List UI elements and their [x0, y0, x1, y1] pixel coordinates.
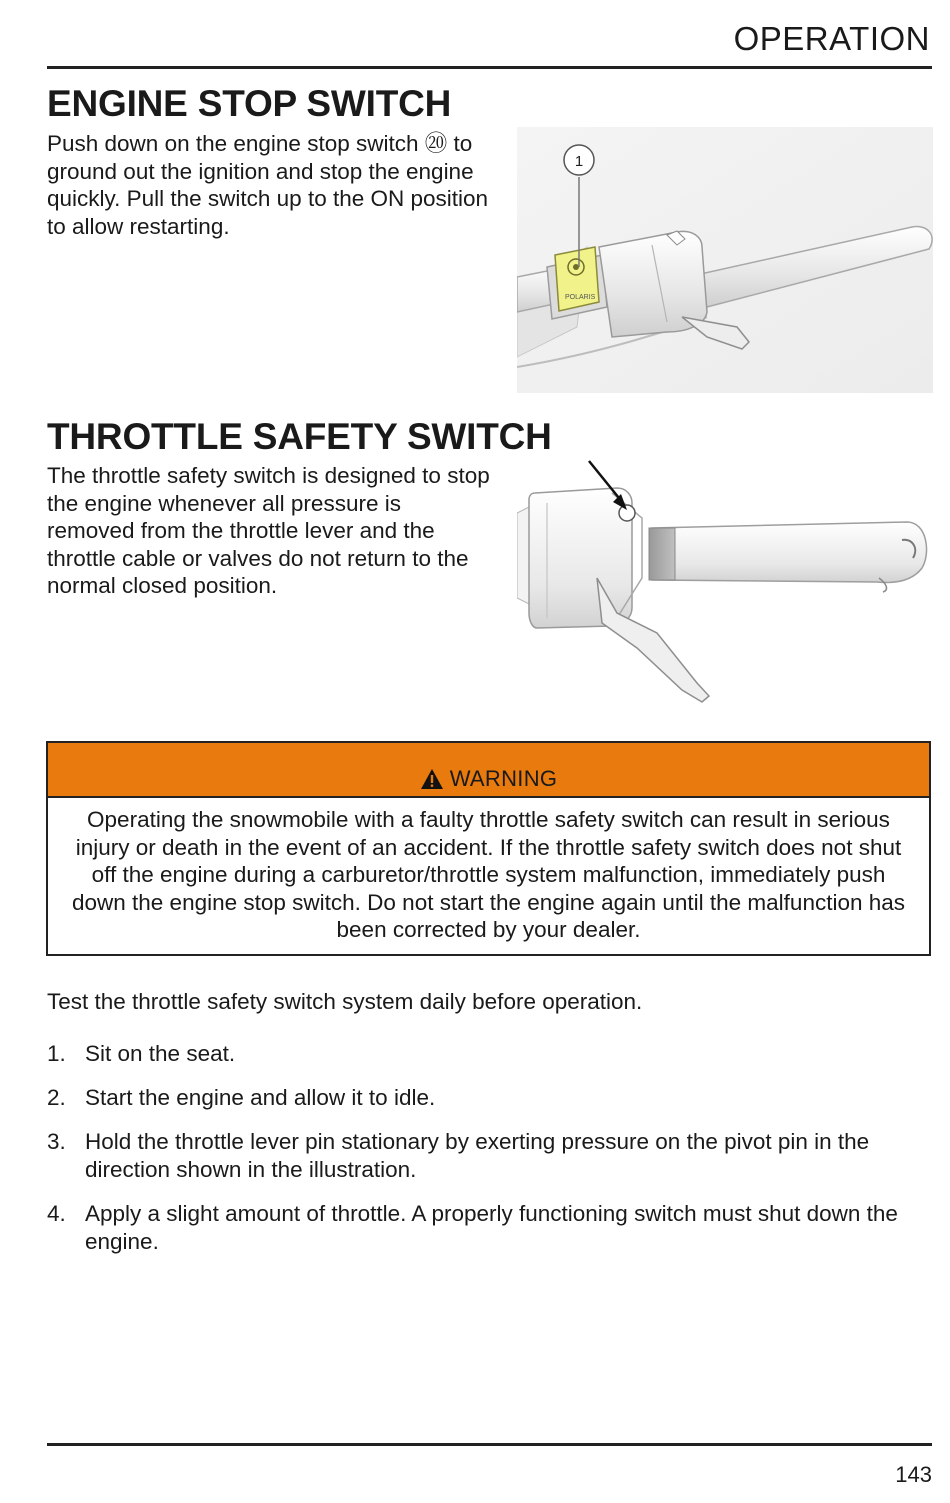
warning-label: WARNING: [449, 765, 558, 791]
list-item: [47, 1128, 927, 1184]
throttle-lever-illustration: [517, 458, 933, 706]
step-number: 4.: [47, 1201, 66, 1226]
step-number: 3.: [47, 1129, 66, 1154]
step-number: 1.: [47, 1041, 66, 1066]
step-text: Sit on the seat.: [85, 1041, 236, 1066]
step-text: Apply a slight amount of throttle. A properly functioning switch must shut down the engine.: [85, 1201, 898, 1254]
page-number: 143: [895, 1462, 932, 1487]
warning-box: [46, 741, 931, 956]
top-divider: [47, 66, 932, 69]
step-text: Start the engine and allow it to idle.: [85, 1085, 436, 1110]
throttle-safety-body: The throttle safety switch is designed to stop the engine whenever all pressure is removed from the throttle lever and the throttle cable or valves do not return to the normal closed position.: [47, 463, 490, 598]
switch-brand-label: POLARIS: [565, 294, 596, 301]
section-header: OPERATION: [733, 20, 930, 57]
list-item: [47, 1040, 927, 1068]
engine-stop-switch-illustration: [517, 127, 933, 393]
list-item: [47, 1084, 927, 1112]
engine-stop-title: ENGINE STOP SWITCH: [47, 83, 452, 124]
list-item: [47, 1200, 927, 1256]
warning-header: [48, 743, 929, 798]
bottom-divider: [47, 1443, 932, 1446]
test-intro: Test the throttle safety switch system daily before operation.: [47, 989, 643, 1014]
warning-triangle-icon: [420, 768, 444, 790]
warning-text: Operating the snowmobile with a faulty throttle safety switch can result in serious injury or death in the event of an accident. If the throttle safety switch does not shut off the engine during a carburetor/throttle system malfunction, immediately push down the engine stop switch. Do not start the engine again until the malfunction has been corrected by your dealer.: [71, 807, 906, 942]
procedure-steps: [47, 1040, 927, 1272]
figure-callout-number: 1: [574, 153, 584, 170]
step-text: Hold the throttle lever pin stationary by exerting pressure on the pivot pin in the direction shown in the illustration.: [85, 1129, 870, 1182]
throttle-safety-title: THROTTLE SAFETY SWITCH: [47, 416, 552, 457]
engine-stop-body: Push down on the engine stop switch ⑳ to ground out the ignition and stop the engine quickly. Pull the switch up to the ON position to allow restarting.: [47, 131, 489, 239]
step-number: 2.: [47, 1085, 66, 1110]
